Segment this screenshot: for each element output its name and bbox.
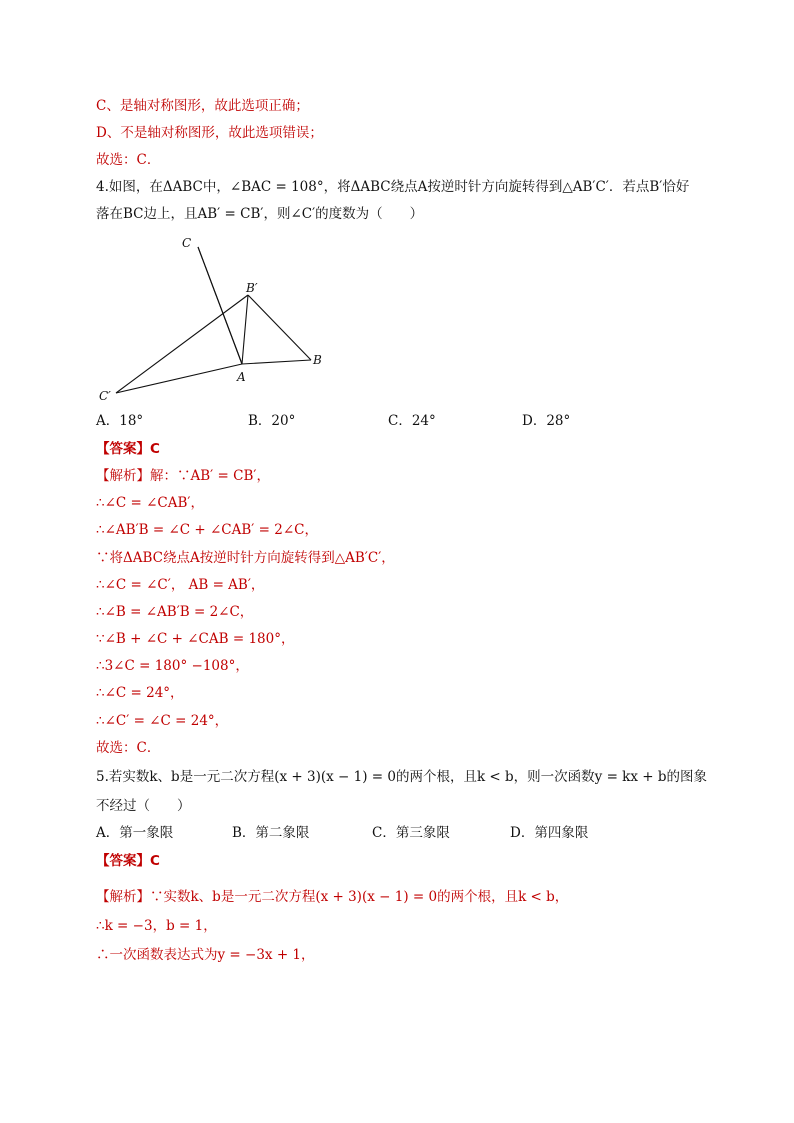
- segment-b1b: [248, 295, 311, 360]
- label-a: A: [237, 370, 246, 384]
- q4-answer: 【答案】C: [96, 441, 160, 457]
- q4-option-c: C．24°: [388, 413, 436, 429]
- q4-solution-line: ∴∠C = ∠C′， AB = AB′，: [96, 577, 265, 593]
- q4-solution-line: ∴3∠C = 180° −108°，: [96, 658, 249, 674]
- q4-solution-line: ∴∠AB′B = ∠C + ∠CAB′ = 2∠C，: [96, 522, 318, 538]
- q5-option-b: B．第二象限: [232, 825, 310, 841]
- label-b-prime: B′: [246, 281, 258, 295]
- q4-option-d: D．28°: [522, 413, 571, 429]
- q4-option-b: B．20°: [248, 413, 296, 429]
- label-c: C: [182, 236, 192, 250]
- q5-stem-line-2: 不经过（ ）: [96, 798, 191, 814]
- prev-option-d-explanation: D、不是轴对称图形，故此选项错误；: [96, 125, 323, 141]
- q4-triangle-figure: [96, 230, 336, 410]
- q5-option-c: C．第三象限: [372, 825, 450, 841]
- prev-option-c-explanation: C、是轴对称图形，故此选项正确；: [96, 98, 309, 114]
- q5-solution-line: ∴一次函数表达式为y = −3x + 1，: [96, 947, 315, 963]
- q4-solution-line: ∵将ΔABC绕点A按逆时针方向旋转得到△AB′C′，: [96, 550, 395, 566]
- q4-solution-line: 故选：C．: [96, 740, 161, 756]
- q4-solution-line: ∴∠C = 24°，: [96, 685, 184, 701]
- q5-solution-line: ∴k = −3，b = 1，: [96, 918, 217, 934]
- q4-solution-line: ∴∠C′ = ∠C = 24°，: [96, 713, 229, 729]
- q5-option-a: A．第一象限: [96, 825, 174, 841]
- q5-option-d: D．第四象限: [510, 825, 589, 841]
- label-b: B: [313, 353, 322, 367]
- label-c-prime: C′: [99, 389, 111, 403]
- q4-solution-line: 【解析】解：∵AB′ = CB′，: [96, 468, 270, 484]
- q4-solution-line: ∴∠B = ∠AB′B = 2∠C，: [96, 604, 254, 620]
- q4-stem-line-1: 4.如图，在ΔABC中，∠BAC = 108°，将ΔABC绕点A按逆时针方向旋转得到△AB′C′．若点B′恰好: [96, 179, 690, 195]
- prev-choice: 故选：C．: [96, 152, 161, 168]
- segment-ab1: [242, 295, 248, 364]
- q5-solution-line: 【解析】∵实数k、b是一元二次方程(x + 3)(x − 1) = 0的两个根，且k < b，: [96, 889, 569, 905]
- q4-option-a: A．18°: [96, 413, 144, 429]
- q4-solution-line: ∴∠C = ∠CAB′，: [96, 495, 204, 511]
- q4-solution-line: ∵∠B + ∠C + ∠CAB = 180°，: [96, 631, 295, 647]
- q5-stem-line-1: 5.若实数k、b是一元二次方程(x + 3)(x − 1) = 0的两个根，且k < b，则一次函数y = kx + b的图象: [96, 769, 708, 785]
- q4-stem-line-2: 落在BC边上，且AB′ = CB′，则∠C′的度数为（ ）: [96, 206, 424, 222]
- segment-ac: [198, 247, 242, 364]
- q5-answer: 【答案】C: [96, 853, 160, 869]
- segment-ba: [242, 360, 311, 364]
